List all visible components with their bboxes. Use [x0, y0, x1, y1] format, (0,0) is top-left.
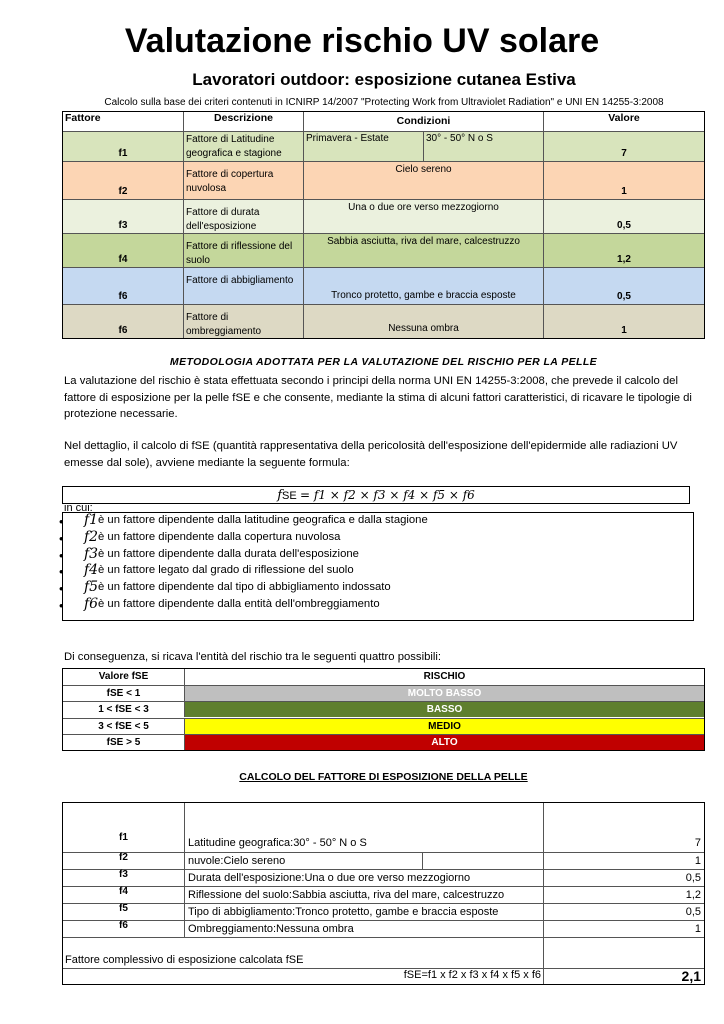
header-conditions: Condizioni [303, 112, 543, 131]
factor-code: f6 [118, 291, 128, 302]
factor-definition-text: è un fattore dipendente dalla entità dell'ombreggiamento [98, 598, 380, 610]
risk-level: MEDIO [184, 719, 704, 734]
calc-code: f6 [119, 920, 128, 931]
factor-row [63, 304, 704, 338]
factor-description: Fattore di copertura nuvolosa [183, 162, 303, 199]
calc-value: 1,2 [543, 887, 704, 903]
factor-condition-season: Primavera - Estate [303, 132, 423, 161]
risk-table-header [63, 669, 704, 685]
bullet-icon: • [59, 581, 64, 597]
calc-value: 7 [543, 835, 704, 852]
risk-range: fSE < 1 [106, 688, 141, 699]
risk-row [63, 734, 704, 750]
bullet-icon: • [59, 598, 64, 613]
calc-total-label: Fattore complessivo di esposizione calcolata fSE [65, 954, 304, 966]
factor-condition: Nessuna ombra [303, 305, 543, 338]
factor-code: f6 [118, 325, 128, 336]
calc-value: 1 [543, 921, 704, 937]
calc-total-formula: fSE=f1 x f2 x f3 x f4 x f5 x f6 [403, 969, 541, 981]
formula-lhs: f [277, 488, 283, 503]
factor-symbol: f3 [84, 545, 99, 562]
formula-rhs: = f1 × f2 × f3 × f4 × f5 × f6 [300, 488, 475, 502]
bullet-icon: • [59, 564, 64, 580]
risk-intro: Di conseguenza, si ricava l'entità del rischio tra le seguenti quattro possibili: [64, 651, 442, 663]
calc-row [63, 920, 704, 937]
header-value: Valore [543, 112, 704, 131]
calc-code: f4 [119, 886, 128, 897]
factor-definition-text: è un fattore legato dal grado di riflessione del suolo [98, 564, 354, 577]
calc-description: Latitudine geografica:30° - 50° N o S [184, 835, 543, 852]
calculation-heading: CALCOLO DEL FATTORE DI ESPOSIZIONE DELLA PELLE [239, 771, 528, 783]
factor-value: 1 [543, 162, 704, 199]
risk-row [63, 685, 704, 701]
calc-description: Durata dell'esposizione:Una o due ore verso mezzogiorno [184, 870, 543, 886]
factor-condition-latitude: 30° - 50° N o S [423, 132, 543, 161]
factor-value: 7 [543, 132, 704, 161]
factor-row [63, 161, 704, 199]
risk-range: 1 < fSE < 3 [98, 704, 149, 716]
calc-value: 0,5 [543, 904, 704, 920]
calc-description: Ombreggiamento:Nessuna ombra [184, 921, 543, 937]
page-title: Valutazione rischio UV solare [124, 22, 600, 60]
risk-table [62, 668, 705, 751]
risk-range: fSE > 5 [106, 736, 141, 748]
calc-split-cell [422, 853, 543, 869]
methodology-heading: METODOLOGIA ADOTTATA PER LA VALUTAZIONE DEL RISCHIO PER LA PELLE [169, 356, 598, 368]
calc-result-row [63, 968, 704, 984]
factor-condition: Sabbia asciutta, riva del mare, calcestruzzo [303, 234, 543, 267]
factor-code: f4 [118, 254, 128, 265]
calc-code: f5 [119, 903, 128, 914]
calc-code: f3 [119, 869, 128, 880]
factor-description: Fattore di abbigliamento [183, 268, 303, 304]
factor-condition: Cielo sereno [303, 162, 543, 199]
factor-row [63, 199, 704, 233]
calc-total-value: 2,1 [543, 969, 704, 984]
factor-row [63, 131, 704, 161]
factor-definitions-box [59, 512, 694, 621]
in-cui-label: in cui: [64, 502, 93, 514]
risk-level: BASSO [184, 702, 704, 717]
factor-description: Fattore di riflessione del suolo [183, 234, 303, 267]
calc-code: f1 [119, 832, 128, 843]
formula-lhs-sub: SE [282, 490, 297, 502]
calculation-table [62, 802, 705, 985]
risk-header-risk: RISCHIO [184, 669, 704, 685]
factor-definition-text: è un fattore dipendente dalla durata dell'esposizione [98, 547, 359, 560]
calc-value: 0,5 [543, 870, 704, 886]
factor-description: Fattore di Latitudine geografica e stagione [183, 132, 303, 161]
methodology-paragraph-1: La valutazione del rischio è stata effettuata secondo i principi della norma UNI EN 14255-3:2008, che prevede il calcolo del fattore di esposizione per la pelle fSE e che consente, mediante la stima di alcuni fattori caratteristici, di ricavare le tipologie di protezione necessarie. [64, 375, 692, 420]
bullet-icon: • [59, 547, 64, 563]
factor-condition: Tronco protetto, gambe e braccia esposte [303, 268, 543, 304]
factor-table-header [63, 112, 704, 131]
risk-row [63, 718, 704, 734]
factor-description: Fattore di durata dell'esposizione [183, 200, 303, 233]
factor-table [62, 111, 705, 339]
factor-definition-text: è un fattore dipendente dalla copertura nuvolosa [98, 530, 341, 543]
factor-value: 0,5 [543, 268, 704, 304]
factor-code: f3 [118, 220, 128, 231]
factor-code: f1 [118, 148, 128, 159]
factor-row [63, 267, 704, 304]
calc-total-row [63, 937, 704, 968]
factor-symbol: f2 [84, 528, 99, 545]
risk-level: MOLTO BASSO [184, 686, 704, 701]
header-factor: Fattore [65, 112, 101, 124]
factor-symbol: f4 [84, 562, 99, 579]
factor-symbol: f6 [84, 596, 99, 612]
calc-code: f2 [119, 852, 128, 863]
risk-level: ALTO [184, 735, 704, 750]
factor-value: 1 [543, 305, 704, 338]
factor-definition-text: è un fattore dipendente dal tipo di abbigliamento indossato [98, 581, 391, 594]
page-subtitle: Lavoratori outdoor: esposizione cutanea Estiva [192, 70, 576, 89]
bullet-icon: • [59, 514, 64, 529]
risk-range: 3 < fSE < 5 [98, 720, 149, 732]
factor-condition: Una o due ore verso mezzogiorno [303, 200, 543, 233]
factor-row [63, 233, 704, 267]
calc-value: 1 [543, 853, 704, 869]
factor-description: Fattore di ombreggiamento [183, 305, 303, 338]
calc-description: Tipo di abbigliamento:Tronco protetto, gambe e braccia esposte [184, 904, 543, 920]
factor-definition-text: è un fattore dipendente dalla latitudine geografica e dalla stagione [98, 514, 428, 526]
risk-row [63, 701, 704, 717]
calc-description: Riflessione del suolo:Sabbia asciutta, riva del mare, calcestruzzo [184, 887, 543, 903]
factor-code: f2 [118, 186, 128, 197]
formula-box [62, 486, 690, 504]
header-description: Descrizione [183, 112, 303, 131]
factor-value: 0,5 [543, 200, 704, 233]
calculation-note: Calcolo sulla base dei criteri contenuti in ICNIRP 14/2007 "Protecting Work from Ultraviolet Radiation" e UNI EN 14255-3:2008 [104, 97, 664, 108]
factor-symbol: f1 [84, 512, 99, 528]
factor-value: 1,2 [543, 234, 704, 267]
calc-description: nuvole:Cielo sereno [184, 853, 543, 869]
bullet-icon: • [59, 530, 64, 546]
factor-symbol: f5 [84, 579, 99, 596]
methodology-paragraph-2: Nel dettaglio, il calcolo di fSE (quantità rappresentativa della pericolosità dell'esposizione dell'epidermide alle radiazioni UV emesse dal sole), avviene mediante la seguente formula: [64, 440, 678, 469]
risk-header-value: Valore fSE [98, 671, 149, 682]
